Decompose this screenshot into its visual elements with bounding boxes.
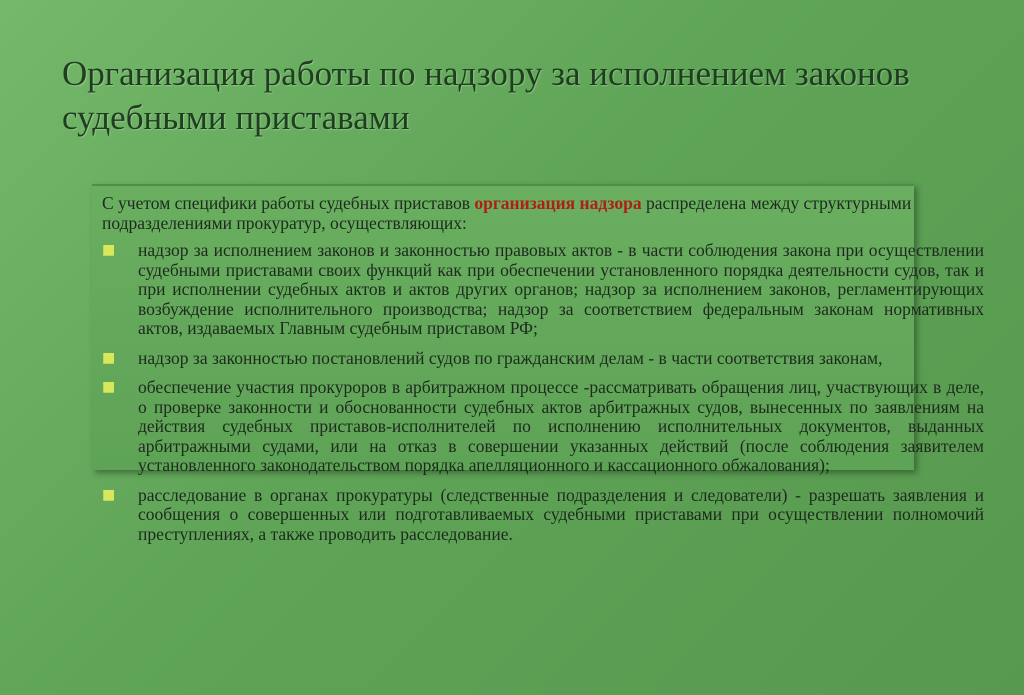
bullet-icon: ■ <box>102 242 116 258</box>
bullet-text: надзор за законностью постановлений судов по гражданским делам - в части соответствия законам, <box>138 347 883 368</box>
bullet-item <box>102 486 984 545</box>
bullet-icon: ■ <box>102 349 116 366</box>
bullet-icon: ■ <box>102 486 116 503</box>
lead-text-after: распределена между структурными подразделениями прокуратур, осуществляющих: <box>102 193 912 233</box>
lead-highlight: организация надзора <box>474 193 642 213</box>
slide-title: Организация работы по надзору за исполнением законов судебными приставами <box>62 54 910 137</box>
bullet-item <box>102 378 984 476</box>
bullet-text: надзор за исполнением законов и законностью правовых актов - в части соблюдения закона при осуществлении судебными приставами своих функций как при обеспечении установленного порядка деятельности судов, так и при исполнении судебных актов и актов других органов; надзор за исполнением законов, регламентирующих возбуждение исполнительного производства; надзор за соответствием федеральным законам нормативных актов, издаваемых Главным судебным приставом РФ; <box>138 240 984 338</box>
bullet-item <box>102 241 984 339</box>
bullet-item <box>102 349 984 369</box>
slide-content <box>102 194 984 554</box>
bullet-text: расследование в органах прокуратуры (следственные подразделения и следователи) - разрешать заявления и сообщения о совершенных или подготавливаемых судебными приставами при осуществлении полномочий преступлениях, а также проводить расследование. <box>138 484 984 544</box>
bullet-text: обеспечение участия прокуроров в арбитражном процессе -рассматривать обращения лиц, участвующих в деле, о проверке законности и обоснованности судебных актов арбитражных судов, вынесенных по заявлениям на действия судебных приставов-исполнителей по исполнению исполнительных документов, выданных арбитражными судами, или на отказ в совершении указанных действий (после соблюдения заявителем установленного законодательством порядка апелляционного и кассационного обжалования); <box>138 377 984 475</box>
lead-paragraph <box>102 194 984 233</box>
lead-text-before: С учетом специфики работы судебных приставов <box>102 193 475 213</box>
bullet-icon: ■ <box>102 379 116 395</box>
